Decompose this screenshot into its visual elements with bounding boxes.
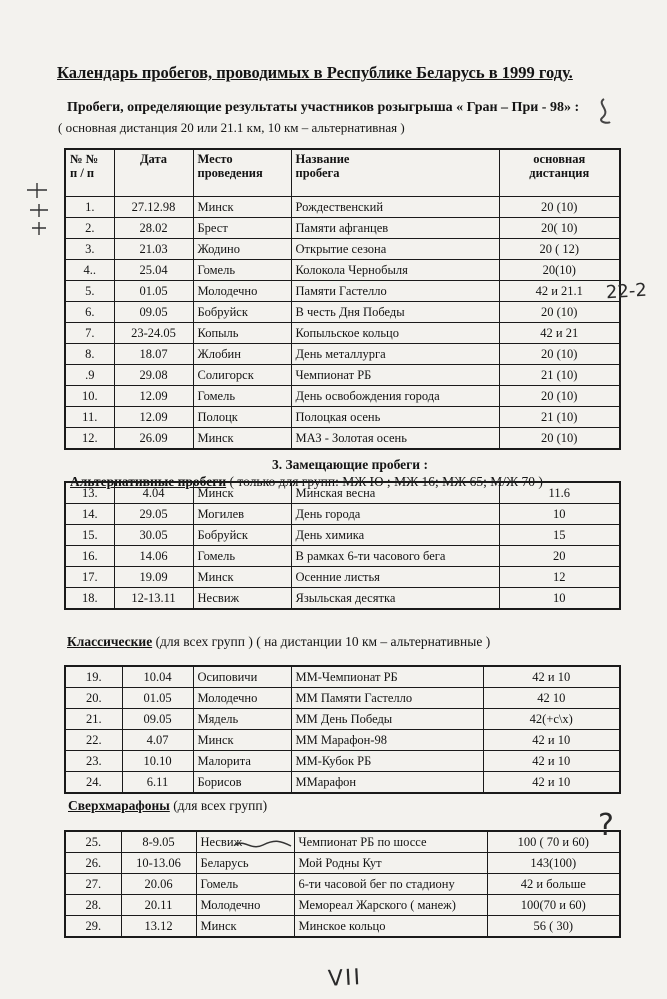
cell-num: 23. <box>65 751 122 772</box>
cell-distance: 12 <box>499 567 620 588</box>
cell-name: Мемореал Жарского ( манеж) <box>294 895 487 916</box>
cell-date: 13.12 <box>121 916 196 938</box>
table-row <box>65 546 620 567</box>
table-row <box>65 751 620 772</box>
table-row <box>65 525 620 546</box>
ultra-table <box>64 830 621 938</box>
cell-date: 20.11 <box>121 895 196 916</box>
pen-scribble <box>590 96 620 126</box>
cell-place: Минск <box>193 730 291 751</box>
cell-distance: 56 ( 30) <box>487 916 620 938</box>
cell-name: Мой Родны Кут <box>294 853 487 874</box>
cell-num: 18. <box>65 588 114 610</box>
document-title: Календарь пробегов, проводимых в Республике Беларусь в 1999 году. <box>57 63 573 82</box>
cell-num: 26. <box>65 853 121 874</box>
cell-name: Чемпионат РБ по шоссе <box>294 831 487 853</box>
cell-distance: 42 и больше <box>487 874 620 895</box>
cell-name: Копыльское кольцо <box>291 323 499 344</box>
cell-distance: 42 10 <box>483 688 620 709</box>
ultra-label: Сверхмарафоны <box>68 798 170 813</box>
handwritten-margin-note: 22-2 <box>605 279 648 304</box>
header-distance: основная дистанция <box>499 149 620 197</box>
cell-distance: 42 и 10 <box>483 730 620 751</box>
cell-name: ММ День Победы <box>291 709 483 730</box>
cell-num: 20. <box>65 688 122 709</box>
cell-num: 28. <box>65 895 121 916</box>
table-row <box>65 916 620 938</box>
cell-date: 14.06 <box>114 546 193 567</box>
cell-place: Жлобин <box>193 344 291 365</box>
cell-name: День города <box>291 504 499 525</box>
cell-place: Солигорск <box>193 365 291 386</box>
cell-name: ММ-Чемпионат РБ <box>291 666 483 688</box>
cell-place: Могилев <box>193 504 291 525</box>
cell-distance: 10 <box>499 504 620 525</box>
cell-name: МАЗ - Золотая осень <box>291 428 499 450</box>
cell-num: 6. <box>65 302 114 323</box>
cell-place: Молодечно <box>193 281 291 302</box>
cell-date: 18.07 <box>114 344 193 365</box>
cell-distance: 143(100) <box>487 853 620 874</box>
ultra-note: (для всех групп) <box>169 798 268 813</box>
cell-place: Молодечно <box>193 688 291 709</box>
cell-place: Копыль <box>193 323 291 344</box>
header-num: № № п / п <box>65 149 114 197</box>
cell-place: Молодечно <box>196 895 294 916</box>
grand-prix-heading: Пробеги, определяющие результаты участников розыгрыша « Гран – При - 98» : <box>67 100 580 115</box>
cell-date: 10-13.06 <box>121 853 196 874</box>
table-row <box>65 504 620 525</box>
cell-place: Несвиж <box>193 588 291 610</box>
table-row <box>65 874 620 895</box>
cell-distance: 20 (10) <box>499 197 620 218</box>
alternative-label: Альтернативные пробеги <box>70 474 227 489</box>
cell-date: 19.09 <box>114 567 193 588</box>
cell-distance: 20 (10) <box>499 302 620 323</box>
cell-name: Колокола Чернобыля <box>291 260 499 281</box>
cell-name: ММ Памяти Гастелло <box>291 688 483 709</box>
cell-date: 10.10 <box>122 751 193 772</box>
cell-num: 22. <box>65 730 122 751</box>
cell-name: Рождественский <box>291 197 499 218</box>
cell-name: День металлурга <box>291 344 499 365</box>
cell-date: 4.04 <box>114 482 193 504</box>
handwritten-question-mark: ? <box>598 808 614 843</box>
cell-name: Языльская десятка <box>291 588 499 610</box>
classic-heading <box>67 634 490 650</box>
cell-name: Открытие сезона <box>291 239 499 260</box>
cell-date: 10.04 <box>122 666 193 688</box>
cell-place: Осиповичи <box>193 666 291 688</box>
cell-num: 7. <box>65 323 114 344</box>
classic-note: (для всех групп ) ( на дистанции 10 км – альтернативные ) <box>152 634 491 649</box>
table-row <box>65 666 620 688</box>
table-row <box>65 709 620 730</box>
table-row <box>65 260 620 281</box>
cell-num: 27. <box>65 874 121 895</box>
cell-distance: 10 <box>499 588 620 610</box>
cell-num: 5. <box>65 281 114 302</box>
cell-distance: 15 <box>499 525 620 546</box>
cell-place: Борисов <box>193 772 291 794</box>
table-row <box>65 239 620 260</box>
cell-distance: 11.6 <box>499 482 620 504</box>
cell-distance: 20( 10) <box>499 218 620 239</box>
cell-distance: 21 (10) <box>499 365 620 386</box>
cell-date: 21.03 <box>114 239 193 260</box>
cell-name: Минское кольцо <box>294 916 487 938</box>
cell-num: 12. <box>65 428 114 450</box>
cell-name: Памяти афганцев <box>291 218 499 239</box>
cell-distance: 20(10) <box>499 260 620 281</box>
table-row <box>65 218 620 239</box>
cell-num: 2. <box>65 218 114 239</box>
cell-distance: 42 и 10 <box>483 751 620 772</box>
cell-date: 29.08 <box>114 365 193 386</box>
cell-place: Минск <box>193 567 291 588</box>
cell-num: 11. <box>65 407 114 428</box>
cell-place: Несвиж <box>196 831 294 853</box>
cell-place: Бобруйск <box>193 525 291 546</box>
cell-date: 27.12.98 <box>114 197 193 218</box>
section3-title: 3. Замещающие пробеги : <box>272 457 428 472</box>
cell-date: 09.05 <box>114 302 193 323</box>
grand-prix-note: ( основная дистанция 20 или 21.1 км, 10 км – альтернативная ) <box>58 120 405 135</box>
cell-name: ММ-Кубок РБ <box>291 751 483 772</box>
cell-distance: 42 и 21 <box>499 323 620 344</box>
cell-distance: 100 ( 70 и 60) <box>487 831 620 853</box>
classic-table <box>64 665 621 794</box>
alternative-note: ( только для групп: МЖ Ю ; МЖ 16; МЖ 65; М/Ж 70 ) <box>226 474 543 489</box>
header-date: Дата <box>114 149 193 197</box>
cell-date: 28.02 <box>114 218 193 239</box>
header-place: Место проведения <box>193 149 291 197</box>
cell-num: 15. <box>65 525 114 546</box>
cell-num: .9 <box>65 365 114 386</box>
table-row <box>65 281 620 302</box>
table-row <box>65 344 620 365</box>
cell-distance: 20 (10) <box>499 386 620 407</box>
cell-distance: 20 ( 12) <box>499 239 620 260</box>
cell-date: 30.05 <box>114 525 193 546</box>
cell-place: Брест <box>193 218 291 239</box>
cell-date: 01.05 <box>114 281 193 302</box>
cell-num: 10. <box>65 386 114 407</box>
cell-num: 25. <box>65 831 121 853</box>
cell-name: Чемпионат РБ <box>291 365 499 386</box>
cell-num: 21. <box>65 709 122 730</box>
cell-distance: 20 <box>499 546 620 567</box>
cell-distance: 42 и 10 <box>483 666 620 688</box>
table-row <box>65 895 620 916</box>
cell-date: 20.06 <box>121 874 196 895</box>
cell-place: Беларусь <box>196 853 294 874</box>
grand-prix-table <box>64 148 621 450</box>
cell-distance: 100(70 и 60) <box>487 895 620 916</box>
cell-num: 16. <box>65 546 114 567</box>
cell-date: 09.05 <box>122 709 193 730</box>
table-row <box>65 730 620 751</box>
table-row <box>65 588 620 610</box>
table-row <box>65 428 620 450</box>
cell-name: Полоцкая осень <box>291 407 499 428</box>
cell-name: 6-ти часовой бег по стадиону <box>294 874 487 895</box>
cell-distance: 20 (10) <box>499 428 620 450</box>
cell-place: Гомель <box>196 874 294 895</box>
cell-place: Минск <box>196 916 294 938</box>
cell-num: 17. <box>65 567 114 588</box>
cell-date: 6.11 <box>122 772 193 794</box>
table-row <box>65 323 620 344</box>
table-row <box>65 831 620 853</box>
cell-place: Мядель <box>193 709 291 730</box>
cell-place: Гомель <box>193 260 291 281</box>
table-row <box>65 772 620 794</box>
cell-place: Гомель <box>193 386 291 407</box>
cell-date: 4.07 <box>122 730 193 751</box>
cell-name: ММ Марафон-98 <box>291 730 483 751</box>
cell-place: Бобруйск <box>193 302 291 323</box>
cell-num: 29. <box>65 916 121 938</box>
cell-num: 4.. <box>65 260 114 281</box>
cell-distance: 42(+c\x) <box>483 709 620 730</box>
cell-distance: 42 и 21.1 <box>499 281 620 302</box>
cell-date: 29.05 <box>114 504 193 525</box>
table-row <box>65 482 620 504</box>
cell-name: В честь Дня Победы <box>291 302 499 323</box>
cell-name: ММарафон <box>291 772 483 794</box>
table-row <box>65 386 620 407</box>
cell-name: День химика <box>291 525 499 546</box>
cell-num: 3. <box>65 239 114 260</box>
header-name: Название пробега <box>291 149 499 197</box>
table-row <box>65 302 620 323</box>
cell-name: Минская весна <box>291 482 499 504</box>
cell-date: 12-13.11 <box>114 588 193 610</box>
cell-place: Минск <box>193 482 291 504</box>
cell-date: 12.09 <box>114 386 193 407</box>
cell-num: 1. <box>65 197 114 218</box>
cell-num: 24. <box>65 772 122 794</box>
cell-place: Жодино <box>193 239 291 260</box>
cell-date: 12.09 <box>114 407 193 428</box>
table-row <box>65 853 620 874</box>
cell-date: 01.05 <box>122 688 193 709</box>
cell-name: В рамках 6-ти часового бега <box>291 546 499 567</box>
cell-place: Минск <box>193 197 291 218</box>
cell-num: 19. <box>65 666 122 688</box>
cell-date: 25.04 <box>114 260 193 281</box>
cell-name: Памяти Гастелло <box>291 281 499 302</box>
table-row <box>65 407 620 428</box>
cell-place: Минск <box>193 428 291 450</box>
classic-label: Классические <box>67 634 153 649</box>
cell-date: 26.09 <box>114 428 193 450</box>
cell-distance: 20 (10) <box>499 344 620 365</box>
table-row <box>65 688 620 709</box>
cell-num: 8. <box>65 344 114 365</box>
handwritten-bottom-mark: VII <box>327 965 363 992</box>
cell-place: Полоцк <box>193 407 291 428</box>
cell-name: Осенние листья <box>291 567 499 588</box>
cell-place: Гомель <box>193 546 291 567</box>
pen-tick-marks <box>22 180 62 240</box>
alternative-table <box>64 481 621 610</box>
cell-num: 14. <box>65 504 114 525</box>
cell-date: 8-9.05 <box>121 831 196 853</box>
cell-distance: 42 и 10 <box>483 772 620 794</box>
table-row <box>65 365 620 386</box>
ultra-heading <box>68 798 267 814</box>
pen-squiggle <box>233 837 293 853</box>
table-row <box>65 197 620 218</box>
cell-name: День освобождения города <box>291 386 499 407</box>
table-row <box>65 567 620 588</box>
cell-place: Малорита <box>193 751 291 772</box>
cell-distance: 21 (10) <box>499 407 620 428</box>
cell-num: 13. <box>65 482 114 504</box>
table-header-row <box>65 149 620 197</box>
cell-date: 23-24.05 <box>114 323 193 344</box>
